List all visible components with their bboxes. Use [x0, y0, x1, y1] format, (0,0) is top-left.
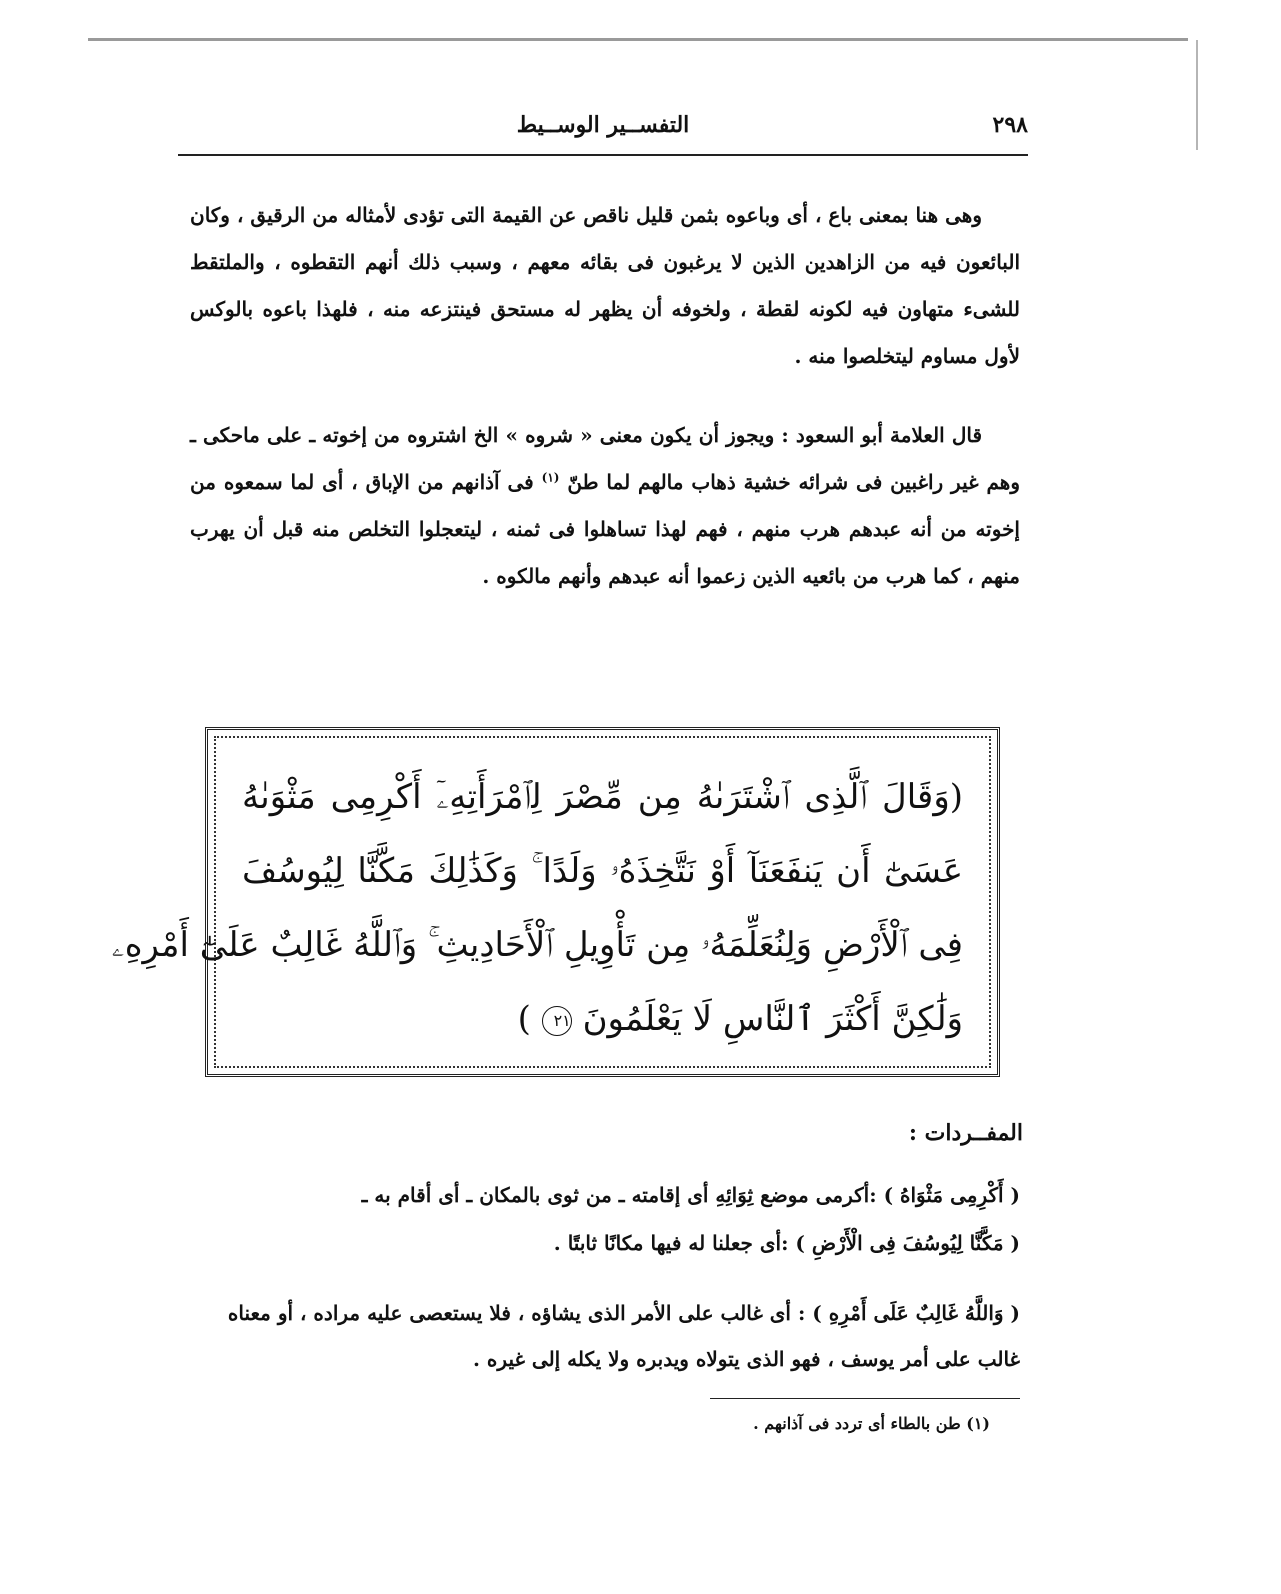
page-right-edge: [1196, 40, 1198, 150]
page-number: ٢٩٨: [992, 112, 1028, 138]
body-paragraph-2: [190, 412, 1020, 600]
page-top-edge: [88, 38, 1188, 41]
page-header: [178, 112, 1028, 146]
ayah-number-badge: ٢١: [542, 1006, 572, 1036]
quran-verse-box: [111, 727, 1000, 1077]
vocabulary-heading: المفــردات :: [908, 1120, 1023, 1146]
verse-line-4-text: وَلَٰكِنَّ أَكْثَرَ ٱلنَّاسِ لَا يَعْلَمُونَ: [582, 999, 963, 1039]
paragraph-content: [190, 412, 1020, 600]
paragraph-text-end: فى آذانهم من الإباق ، أى لما سمعوه من إخوته من أنه عبدهم هرب منهم ، فهم لهذا تساهلوا فى ثمنه ، ليتعجلوا التخلص منه قبل أن يهرب منهم ، كما هرب من بائعيه الذين زعموا أنه عبدهم وأنهم مالكوه .: [190, 470, 1020, 588]
glossary-item-3: ( وَاللَّهُ غَالِبٌ عَلَى أَمْرِهِ ) : أى غالب على الأمر الذى يشاؤه ، فلا يستعصى عليه مراده ، أو معناه غالب على أمر يوسف ، فهو الذى يتولاه ويدبره ولا يكله إلى غيره .: [227, 1301, 1020, 1371]
paragraph-text-start: قال العلامة أبو السعود : ويجوز أن يكون معنى « شروه » الخ اشتروه من إخوته ـ على ماحكى ـ وهم غير راغبين فى شرائه خشية ذهاب مالهم لما طنّ: [190, 423, 1020, 494]
glossary-item-1: ( أَكْرِمِى مَثْوَاهُ ) :أكرمى موضع ثِوَائِهِ أى إقامته ـ من ثوى بالمكان ـ أى أقام به ـ: [361, 1183, 1020, 1207]
footnote-rule: [710, 1398, 1020, 1399]
verse-line-4: [242, 982, 963, 1056]
paragraph-text: وهى هنا بمعنى باع ، أى وباعوه بثمن قليل ناقص عن القيمة التى تؤدى لأمثاله من الرقيق ، وكان البائعون فيه من الزاهدين الذين لا يرغبون فى بقائه معهم ، وسبب ذلك أنهم التقطوه ، والملتقط للشىء متهاون فيه لكونه لقطة ، ولخوفه أن يظهر له مستحق فينتزعه منه ، فلهذا باعوه بالوكس لأول مساوم ليتخلصوا منه .: [190, 203, 1020, 368]
glossary-item-2: ( مَكَّنَّا لِيُوسُفَ فِى الْأَرْضِ ) :أى جعلنا له فيها مكانًا ثابتًا .: [553, 1231, 1020, 1255]
verse-line-2: عَسَىٰٓ أَن يَنفَعَنَآ أَوْ نَتَّخِذَهُۥ وَلَدًا ۚ وَكَذَٰلِكَ مَكَّنَّا لِيُوسُفَ: [242, 851, 963, 891]
verse-closing-paren: ): [517, 999, 531, 1039]
body-paragraph-1: [190, 192, 1020, 380]
verse-line-3: فِى ٱلْأَرْضِ وَلِنُعَلِّمَهُۥ مِن تَأْوِيلِ ٱلْأَحَادِيثِ ۚ وَٱللَّهُ غَالِبٌ عَلَىٰٓ أَمْرِهِۦ: [111, 925, 963, 965]
verse-frame: [111, 736, 991, 1068]
verse-line-1: (وَقَالَ ٱلَّذِى ٱشْتَرَىٰهُ مِن مِّصْرَ لِٱمْرَأَتِهِۦٓ أَكْرِمِى مَثْوَىٰهُ: [242, 777, 963, 817]
header-rule: [178, 154, 1028, 156]
footnote: (١) طن بالطاء أى تردد فى آذانهم .: [753, 1414, 990, 1433]
footnote-reference: (١): [541, 470, 560, 485]
running-title: التفســير الوســيط: [516, 112, 690, 138]
